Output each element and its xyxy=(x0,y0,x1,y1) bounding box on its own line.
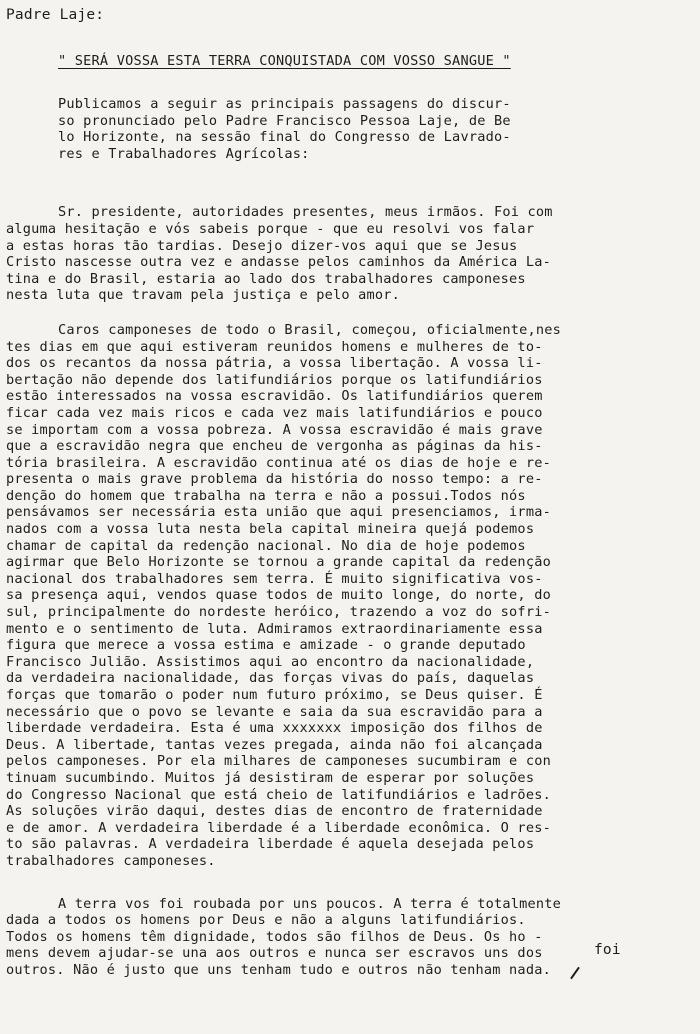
body-line: sa presença aqui, vendos quase todos de muito longe, do norte, do xyxy=(6,587,551,604)
body-line: sul, principalmente do nordeste heróico, trazendo a voz do sofri- xyxy=(6,604,551,621)
body-line: tes dias em que aqui estiveram reunidos homens e mulheres de to- xyxy=(6,338,543,355)
body-line: As soluções virão daqui, destes dias de encontro de fraternidade xyxy=(6,803,543,820)
body-line: se importam com a vossa pobreza. A vossa escravidão é mais grave xyxy=(6,421,543,438)
body-line: a estas horas tão tardias. Desejo dizer-vos aqui que se Jesus xyxy=(6,237,518,254)
body-line: que a escravidão negra que encheu de vergonha as páginas da his- xyxy=(6,438,543,455)
body-line: liberdade verdadeira. Esta é uma xxxxxxx imposição dos filhos de xyxy=(6,720,543,737)
body-line: to são palavras. A verdadeira liberdade é aquela desejada pelos xyxy=(6,836,535,853)
body-line: trabalhadores camponeses. xyxy=(6,852,216,869)
body-line: denção do homem que trabalha na terra e não a possui.Todos nós xyxy=(6,487,526,504)
body-line: Caros camponeses de todo o Brasil, começou, oficialmente,nes xyxy=(58,321,562,338)
section-label: Padre Laje: xyxy=(6,7,105,23)
body-line: Deus. A libertade, tantas vezes pregada, ainda não foi alcançada xyxy=(6,736,543,753)
intro-line: res e Trabalhadores Agrícolas: xyxy=(58,145,310,162)
document-title: " SERÁ VOSSA ESTA TERRA CONQUISTADA COM VOSSO SANGUE " xyxy=(58,53,511,69)
body-line: forças que tomarão o poder num futuro próximo, se Deus quiser. É xyxy=(6,687,543,703)
body-line: do Congresso Nacional que está cheio de latifundiários e ladrões. xyxy=(6,786,551,803)
body-line: da verdadeira nacionalidade, das forças vivas do país, daquelas xyxy=(6,670,535,687)
body-line: outros. Não é justo que uns tenham tudo e outros não tenham nada. xyxy=(6,961,551,978)
body-line: Francisco Julião. Assistimos aqui ao encontro da nacionalidade, xyxy=(6,653,535,670)
body-line: dos os recantos da nossa pátria, a vossa libertação. A vossa li- xyxy=(6,355,543,372)
body-line: chamar de capital da redenção nacional. No dia de hoje podemos xyxy=(6,537,526,554)
body-line: presenta o mais grave problema da história do nosso tempo: a re- xyxy=(6,471,543,488)
body-line: agirmar que Belo Horizonte se tornou a grande capital da redenção xyxy=(6,554,551,571)
body-paragraph-3 xyxy=(6,896,700,979)
intro-line: lo Horizonte, na sessão final do Congresso de Lavrado- xyxy=(58,129,511,146)
body-line: mens devem ajudar-se una aos outros e nunca ser escravos uns dos xyxy=(6,945,543,962)
body-paragraph-1 xyxy=(6,204,700,304)
body-line: mento e o sentimento de luta. Admiramos extraordinariamente essa xyxy=(6,620,543,637)
body-paragraph-2 xyxy=(6,322,700,870)
body-line: pelos camponeses. Por ela milhares de camponeses sucumbiram e con xyxy=(6,753,551,770)
body-line: nacional dos trabalhadores sem terra. É muito significativa vos- xyxy=(6,570,543,587)
body-line: bertação não depende dos latifundiários porque os latifundiários xyxy=(6,371,543,388)
body-line: Todos os homens têm dignidade, todos são filhos de Deus. Os ho - xyxy=(6,928,543,945)
body-line: Cristo nascesse outra vez e andasse pelos caminhos da América La- xyxy=(6,254,551,271)
body-line: dada a todos os homens por Deus e não a alguns latifundiários. xyxy=(6,912,526,929)
intro-line: so pronunciado pelo Padre Francisco Pessoa Laje, de Be xyxy=(58,112,511,129)
body-line: estão interessados na vossa escravidão. Os latifundiários querem xyxy=(6,388,543,405)
body-line: ficar cada vez mais ricos e cada vez mais latifundiários e pouco xyxy=(6,404,543,421)
body-line: tina e do Brasil, estaria ao lado dos trabalhadores camponeses xyxy=(6,270,526,287)
body-line: e de amor. A verdadeira liberdade é a liberdade econômica. O res- xyxy=(6,819,551,836)
body-line: tória brasileira. A escravidão continua até os dias de hoje e re- xyxy=(6,454,551,471)
handwritten-insertion: foi xyxy=(594,942,621,958)
body-line: necessário que o povo se levante e saia da sua escravidão para a xyxy=(6,703,543,720)
body-line: Sr. presidente, autoridades presentes, meus irmãos. Foi com xyxy=(58,204,553,221)
body-line: A terra vos foi roubada por uns poucos. A terra é totalmente xyxy=(58,895,562,912)
body-line: tinuam sucumbindo. Muitos já desistiram de esperar por soluções xyxy=(6,769,535,786)
intro-paragraph xyxy=(58,96,648,162)
body-line: nesta luta que travam pela justiça e pelo amor. xyxy=(6,287,401,304)
body-line: figura que merece a vossa estima e amizade - o grande deputado xyxy=(6,637,526,654)
body-line: pensávamos ser necessária esta união que aqui presenciamos, irma- xyxy=(6,504,551,521)
body-line: nados com a vossa luta nesta bela capital mineira quejá podemos xyxy=(6,521,535,538)
intro-line: Publicamos a seguir as principais passagens do discur- xyxy=(58,96,511,112)
body-line: alguma hesitação e vós sabeis porque - que eu resolvi vos falar xyxy=(6,220,535,237)
